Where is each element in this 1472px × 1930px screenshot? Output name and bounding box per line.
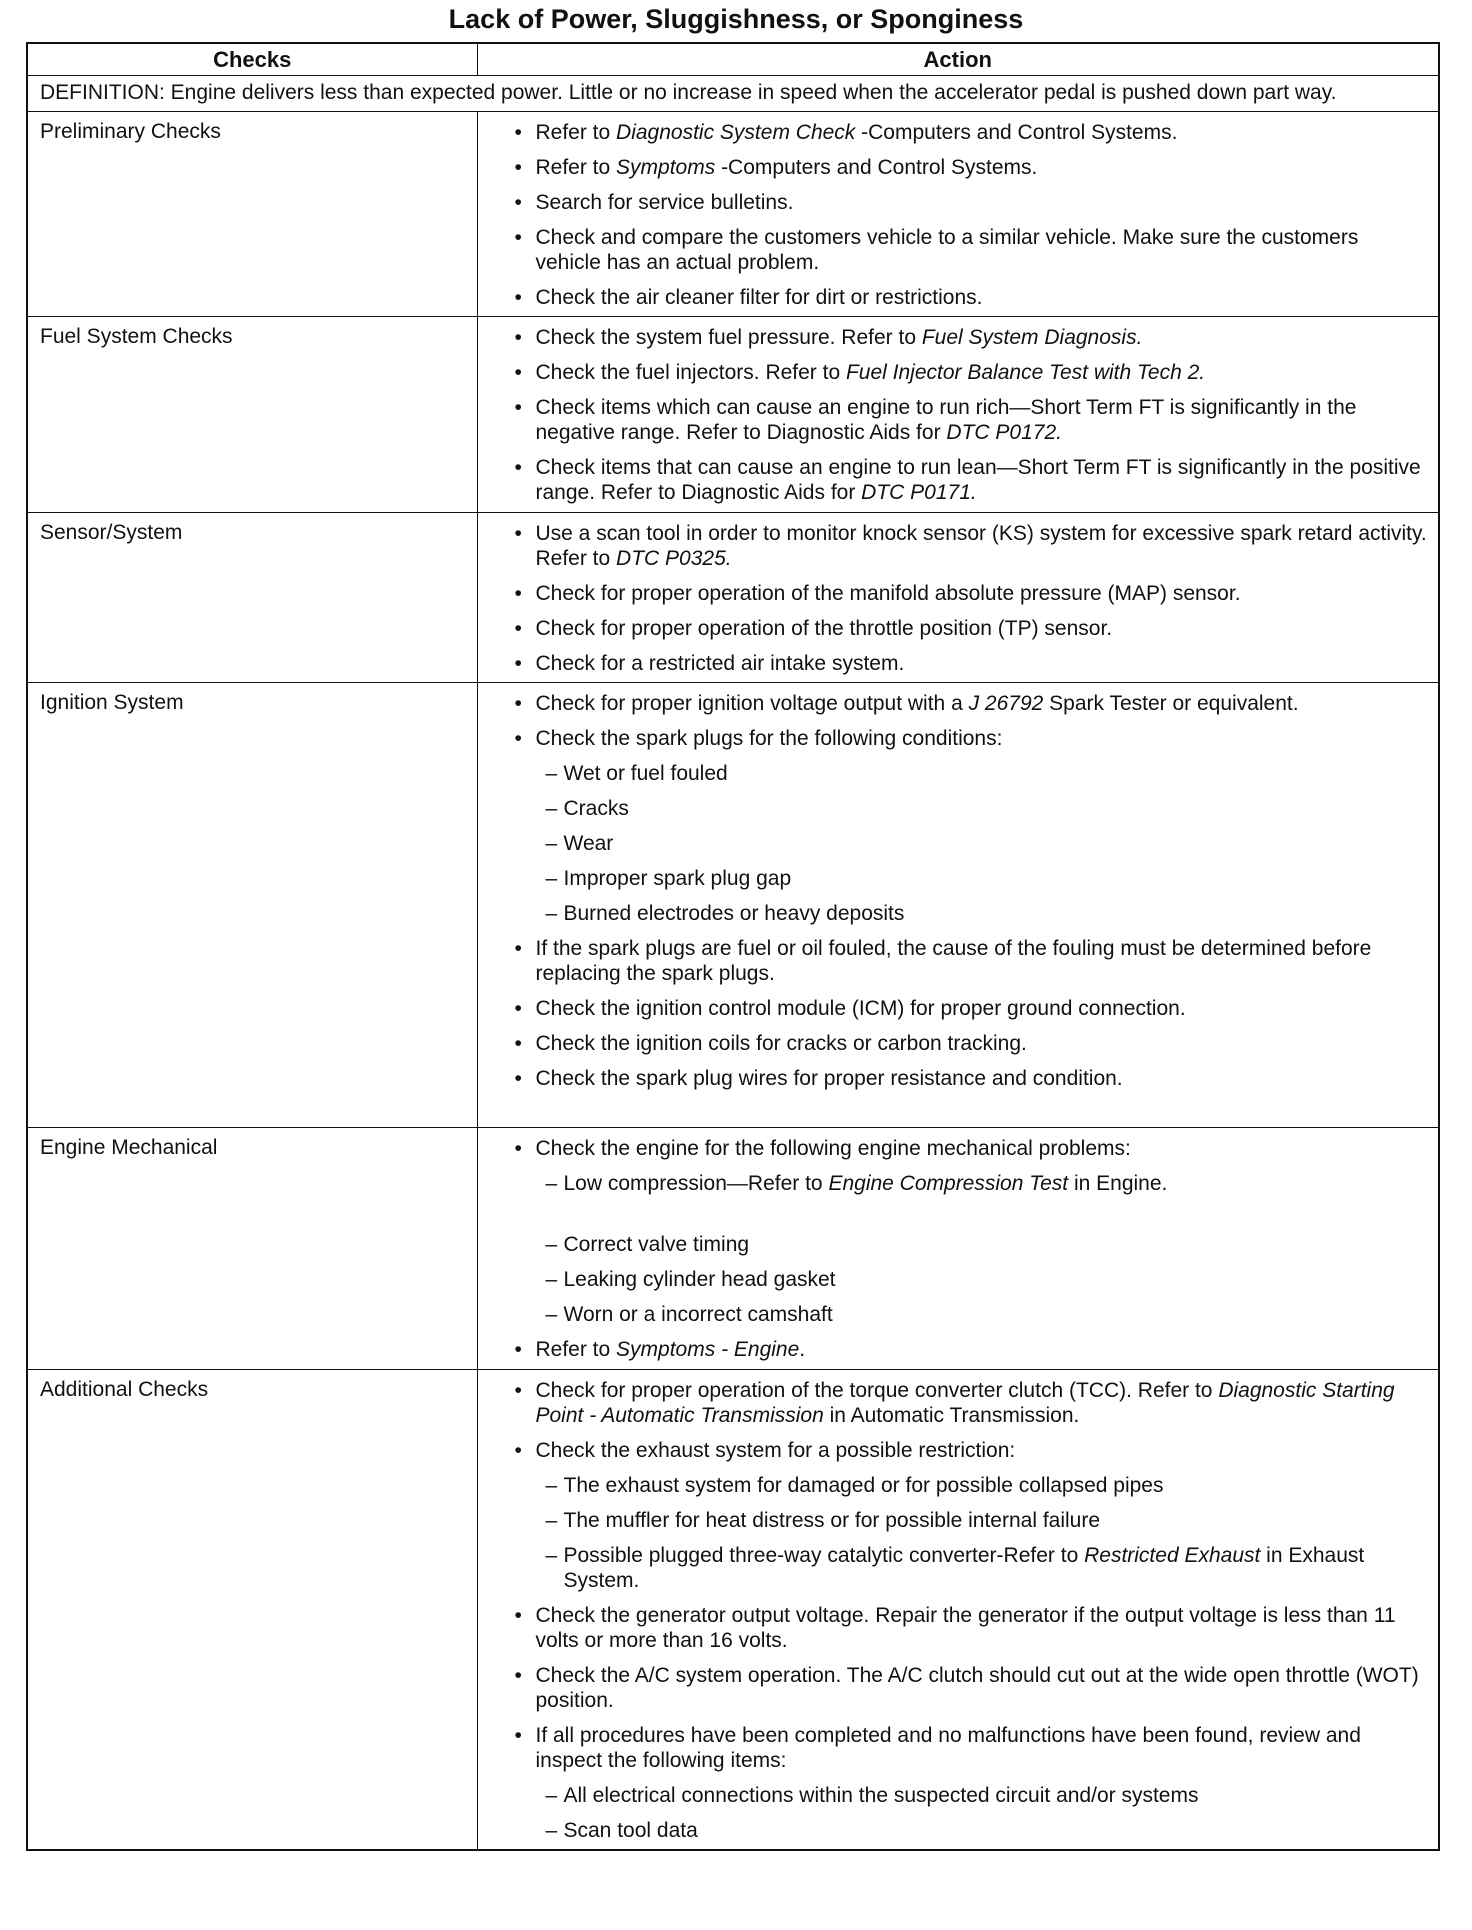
action-list	[512, 325, 1429, 505]
checks-header: Checks	[27, 43, 477, 76]
sub-item: – The muffler for heat distress or for possible internal failure	[536, 1508, 1429, 1533]
definition-text: DEFINITION: Engine delivers less than expected power. Little or no increase in speed when the accelerator pedal is pushed down part way.	[27, 76, 1439, 112]
action-list	[512, 120, 1429, 310]
list-item: • If the spark plugs are fuel or oil fouled, the cause of the fouling must be determined before replacing the spark plugs.	[512, 936, 1429, 986]
list-item: • Use a scan tool in order to monitor knock sensor (KS) system for excessive spark retard activity. Refer to DTC P0325.	[512, 521, 1429, 571]
sub-item: – Low compression—Refer to Engine Compression Test in Engine.	[536, 1171, 1429, 1222]
header-row	[27, 43, 1439, 76]
diagnostic-table	[26, 42, 1440, 1851]
check-label: Ignition System	[27, 683, 477, 1128]
sub-list	[536, 1171, 1429, 1327]
check-label: Fuel System Checks	[27, 317, 477, 513]
sub-item: – Possible plugged three-way catalytic converter-Refer to Restricted Exhaust in Exhaust System.	[536, 1543, 1429, 1593]
list-item: • Check for a restricted air intake system.	[512, 651, 1429, 676]
list-item: • Check for proper operation of the torque converter clutch (TCC). Refer to Diagnostic Starting Point - Automatic Transmission in Automatic Transmission.	[512, 1378, 1429, 1428]
table-row	[27, 112, 1439, 317]
list-item: • Check the ignition control module (ICM) for proper ground connection.	[512, 996, 1429, 1021]
list-item: • Check the exhaust system for a possible restriction: – The exhaust system for damaged or for possible collapsed pipes – The muffler for heat distress or for possible internal failure – Possible plugged three-way catalytic converter-Refer to Restricted Exhaust in Exhaust System.	[512, 1438, 1429, 1593]
list-item: • Check for proper operation of the throttle position (TP) sensor.	[512, 616, 1429, 641]
action-header: Action	[477, 43, 1439, 76]
check-label: Engine Mechanical	[27, 1128, 477, 1370]
sub-item: – Cracks	[536, 796, 1429, 821]
action-list	[512, 1136, 1429, 1362]
sub-list	[536, 1473, 1429, 1593]
sub-item: – Worn or a incorrect camshaft	[536, 1302, 1429, 1327]
table-row	[27, 683, 1439, 1128]
list-item: • Check and compare the customers vehicle to a similar vehicle. Make sure the customers vehicle has an actual problem.	[512, 225, 1429, 275]
list-item: • Check the ignition coils for cracks or carbon tracking.	[512, 1031, 1429, 1056]
action-list	[512, 1378, 1429, 1843]
action-cell	[477, 317, 1439, 513]
sub-item: – The exhaust system for damaged or for possible collapsed pipes	[536, 1473, 1429, 1498]
action-list	[512, 521, 1429, 676]
list-item: • Check the spark plugs for the following conditions: – Wet or fuel fouled – Cracks – Wear – Improper spark plug gap – Burned electrodes or heavy deposits	[512, 726, 1429, 926]
action-cell	[477, 1370, 1439, 1851]
list-item: • Refer to Diagnostic System Check -Computers and Control Systems.	[512, 120, 1429, 145]
list-item: • Check the engine for the following engine mechanical problems: – Low compression—Refer to Engine Compression Test in Engine. – Correct valve timing – Leaking cylinder head gasket – Worn or a incorrect camshaft	[512, 1136, 1429, 1327]
check-label: Sensor/System	[27, 513, 477, 683]
list-item: • Search for service bulletins.	[512, 190, 1429, 215]
list-item: • Refer to Symptoms -Computers and Control Systems.	[512, 155, 1429, 180]
sub-item: – Scan tool data	[536, 1818, 1429, 1843]
list-item: • Check for proper ignition voltage output with a J 26792 Spark Tester or equivalent.	[512, 691, 1429, 716]
action-cell	[477, 513, 1439, 683]
list-item: • If all procedures have been completed and no malfunctions have been found, review and inspect the following items: – All electrical connections within the suspected circuit and/or systems – Scan tool data	[512, 1723, 1429, 1843]
list-item: • Check the system fuel pressure. Refer to Fuel System Diagnosis.	[512, 325, 1429, 350]
list-item: • Check the spark plug wires for proper resistance and condition.	[512, 1066, 1429, 1091]
check-label: Additional Checks	[27, 1370, 477, 1851]
list-item: • Check for proper operation of the manifold absolute pressure (MAP) sensor.	[512, 581, 1429, 606]
list-item: • Check the fuel injectors. Refer to Fuel Injector Balance Test with Tech 2.	[512, 360, 1429, 385]
sub-item: – Correct valve timing	[536, 1232, 1429, 1257]
list-item: • Check the generator output voltage. Repair the generator if the output voltage is less than 11 volts or more than 16 volts.	[512, 1603, 1429, 1653]
list-item: • Refer to Symptoms - Engine.	[512, 1337, 1429, 1362]
action-cell	[477, 112, 1439, 317]
definition-row	[27, 76, 1439, 112]
action-cell	[477, 683, 1439, 1128]
action-list	[512, 691, 1429, 1091]
list-item: • Check items which can cause an engine to run rich—Short Term FT is significantly in the negative range. Refer to Diagnostic Aids for DTC P0172.	[512, 395, 1429, 445]
table-row	[27, 513, 1439, 683]
page-title: Lack of Power, Sluggishness, or Sponginess	[448, 4, 1024, 34]
sub-item: – Improper spark plug gap	[536, 866, 1429, 891]
table-row	[27, 1370, 1439, 1851]
sub-item: – Wear	[536, 831, 1429, 856]
action-cell	[477, 1128, 1439, 1370]
table-row	[27, 317, 1439, 513]
sub-list	[536, 1783, 1429, 1843]
list-item: • Check items that can cause an engine to run lean—Short Term FT is significantly in the positive range. Refer to Diagnostic Aids for DTC P0171.	[512, 455, 1429, 505]
sub-item: – Leaking cylinder head gasket	[536, 1267, 1429, 1292]
sub-list	[536, 761, 1429, 926]
sub-item: – Burned electrodes or heavy deposits	[536, 901, 1429, 926]
sub-item: – Wet or fuel fouled	[536, 761, 1429, 786]
check-label: Preliminary Checks	[27, 112, 477, 317]
list-item: • Check the A/C system operation. The A/C clutch should cut out at the wide open throttle (WOT) position.	[512, 1663, 1429, 1713]
sub-item: – All electrical connections within the suspected circuit and/or systems	[536, 1783, 1429, 1808]
table-row	[27, 1128, 1439, 1370]
list-item: • Check the air cleaner filter for dirt or restrictions.	[512, 285, 1429, 310]
